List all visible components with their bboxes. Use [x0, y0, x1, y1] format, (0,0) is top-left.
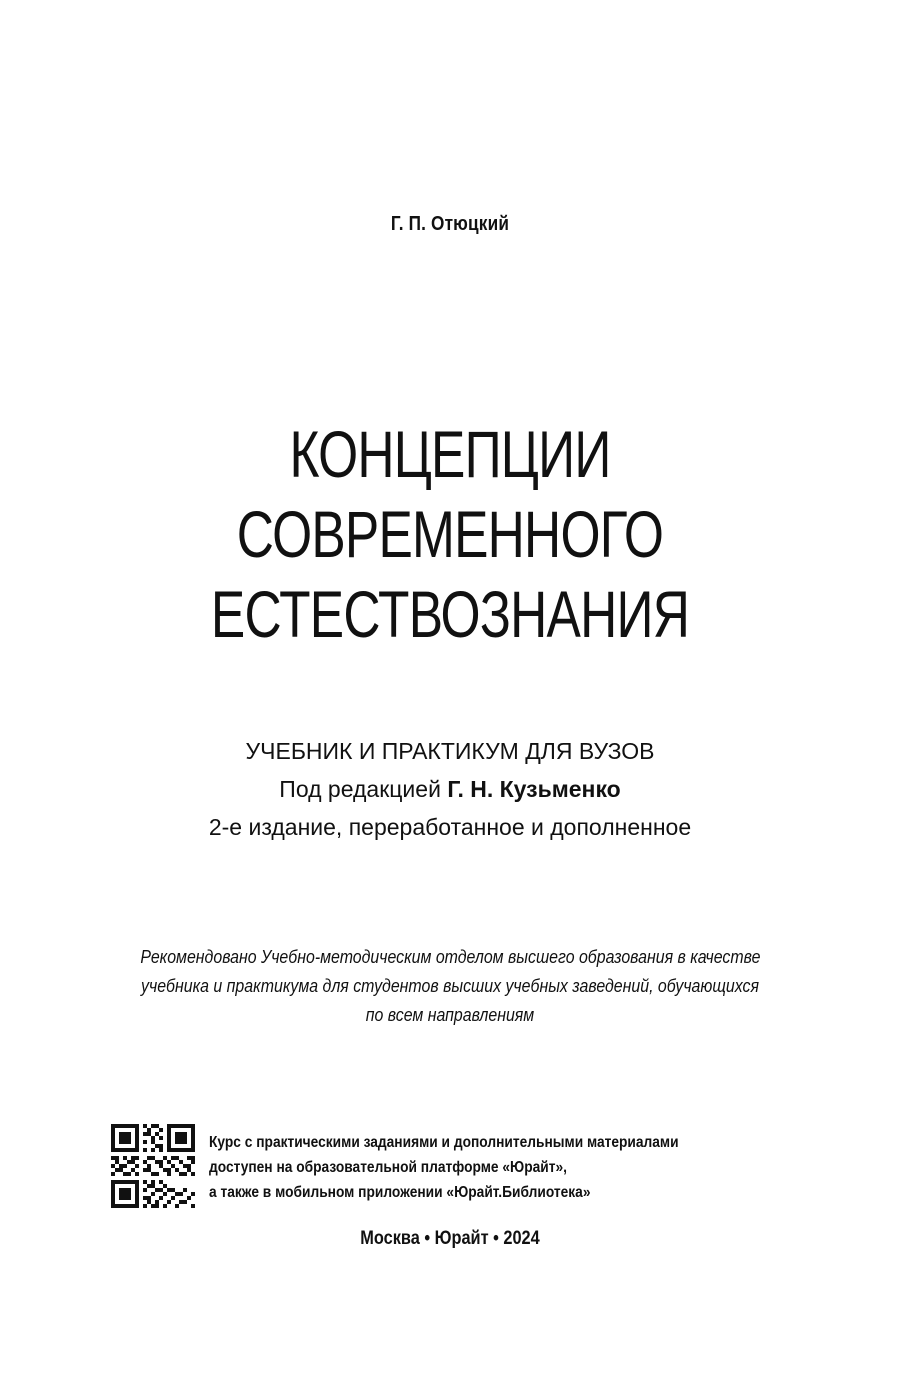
course-info — [209, 1130, 742, 1205]
title-line-3: ЕСТЕСТВОЗНАНИЯ — [210, 577, 690, 652]
subtitle-block — [0, 732, 900, 846]
book-title — [99, 414, 801, 654]
title-line-1: КОНЦЕПЦИИ — [289, 417, 611, 492]
recommendation-line-2: учебника и практикума для студентов высших учебных заведений, обучающихся — [141, 975, 759, 996]
publisher-imprint: Москва • Юрайт • 2024 — [360, 1228, 540, 1249]
course-info-line-1: Курс с практическими заданиями и дополнительными материалами — [209, 1134, 679, 1151]
recommendation-line-1: Рекомендовано Учебно-методическим отделом высшего образования в качестве — [140, 946, 761, 967]
editor-name: Г. Н. Кузьменко — [447, 776, 621, 802]
title-line-2: СОВРЕМЕННОГО — [236, 497, 664, 572]
editor-line — [0, 770, 900, 808]
author-name: Г. П. Отюцкий — [390, 213, 510, 235]
book-type: УЧЕБНИК И ПРАКТИКУМ ДЛЯ ВУЗОВ — [245, 738, 655, 764]
edition-info: 2-е издание, переработанное и дополненное — [208, 814, 692, 840]
qr-code-icon[interactable] — [111, 1124, 195, 1208]
editor-prefix: Под редакцией — [279, 776, 448, 802]
course-info-line-3: а также в мобильном приложении «Юрайт.Библиотека» — [209, 1184, 591, 1201]
recommendation-text — [140, 942, 759, 1029]
recommendation-line-3: по всем направлениям — [365, 1004, 535, 1025]
course-info-line-2: доступен на образовательной платформе «Юрайт», — [209, 1159, 567, 1176]
